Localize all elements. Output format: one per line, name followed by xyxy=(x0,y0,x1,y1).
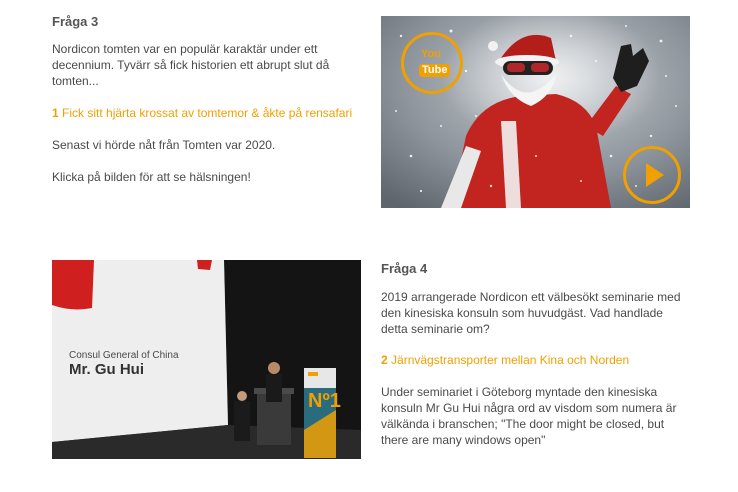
question-3-instruction: Klicka på bilden för att se hälsningen! xyxy=(52,170,251,184)
play-icon xyxy=(626,149,678,201)
answer-text: Fick sitt hjärta krossat av tomtemor & åkte på rensafari xyxy=(62,106,353,120)
answer-text: Järnvägstransporter mellan Kina och Norden xyxy=(391,353,630,367)
youtube-label-line1: You xyxy=(421,48,441,60)
question-3-intro: Nordicon tomten var en populär karaktär under ett decennium. Tyvärr så fick historien ett abrupt slut då tomten... xyxy=(52,42,330,88)
question-4-intro: 2019 arrangerade Nordicon ett välbesökt seminarie med den kinesiska konsuln som huvudgäst. Vad handlade detta seminarie om? xyxy=(381,290,681,336)
question-4-answer xyxy=(381,352,629,368)
youtube-label-line2: Tube xyxy=(419,64,450,77)
question-4-followup: Under seminariet i Göteborg myntade den kinesiska konsuln Mr Gu Hui några ord av visdom som numera är välkända i branschen; "The door might be closed, but there are many windows open" xyxy=(381,385,677,447)
question-3-followup: Senast vi hörde nåt från Tomten var 2020. xyxy=(52,138,276,152)
banner-text: Nº1 xyxy=(308,390,341,412)
answer-number: 2 xyxy=(381,353,388,367)
question-3-answer xyxy=(52,105,352,121)
santa-video-thumbnail[interactable] xyxy=(381,16,690,208)
question-3-heading: Fråga 3 xyxy=(52,14,99,29)
seminar-photo xyxy=(52,260,361,459)
screen-caption-title: Consul General of China xyxy=(69,350,179,361)
answer-number: 1 xyxy=(52,106,59,120)
play-button[interactable] xyxy=(623,146,681,204)
question-4-heading: Fråga 4 xyxy=(381,261,428,276)
youtube-icon[interactable] xyxy=(401,32,463,94)
screen-caption-name: Mr. Gu Hui xyxy=(69,361,144,378)
